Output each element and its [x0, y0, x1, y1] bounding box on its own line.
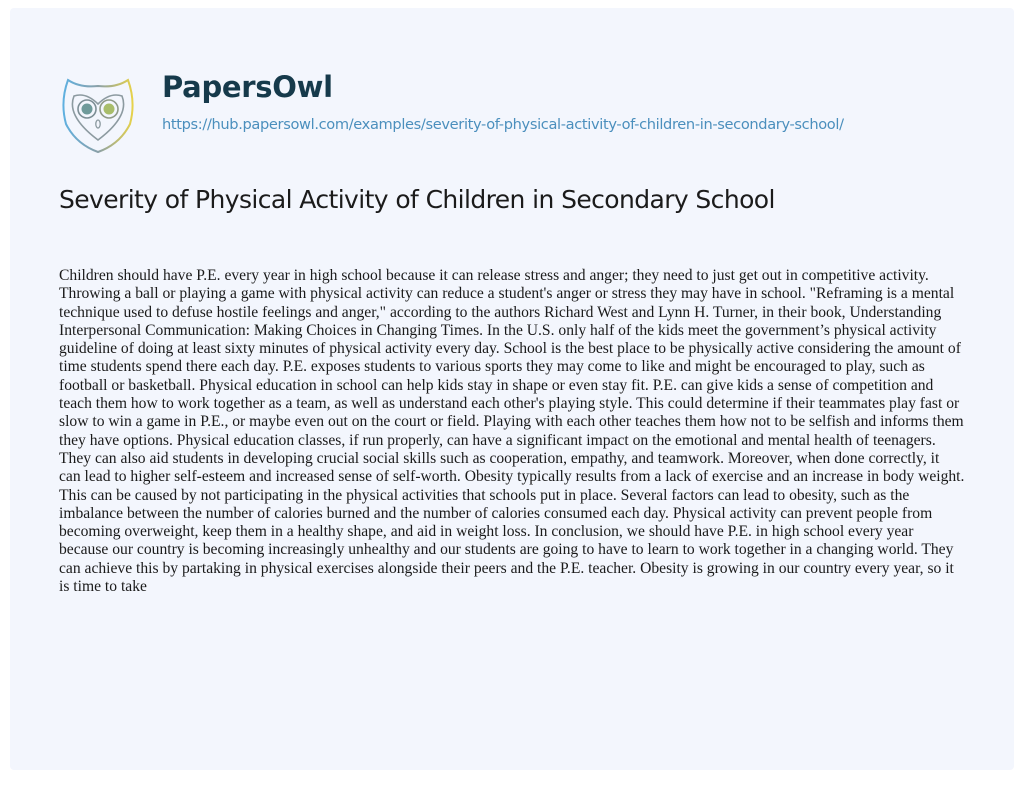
body-line: guideline of doing at least sixty minutes of physical activity every day. School is the best place to be physically active considering the amount of	[59, 340, 961, 358]
brand-name: PapersOwl	[162, 70, 333, 104]
body-line: This can be caused by not participating in the physical activities that schools put in place. Several factors can lead to obesity, such as the	[59, 486, 910, 504]
body-line: teach them how to work together as a team, as well as understand each other's playing style. This could determine if their teammates play fast or	[59, 395, 960, 413]
body-line: Children should have P.E. every year in high school because it can release stress and anger; they need to just get out in competitive activity.	[59, 267, 929, 284]
body-line: they have options. Physical education classes, if run properly, can have a significant impact on the emotional and mental health of teenagers.	[59, 431, 936, 449]
owl-logo-icon	[60, 74, 136, 154]
body-line: slow to win a game in P.E., or maybe even out on the court or field. Playing with each other teaches them how not to be selfish and informs them	[59, 413, 964, 431]
body-line: They can also aid students in developing crucial social skills such as cooperation, empathy, and teamwork. Moreover, when done correctly, it	[59, 449, 940, 467]
body-line: time students spend there each day. P.E. exposes students to various sports they may come to like and might be encouraged to play, such as	[59, 358, 925, 376]
body-line: Interpersonal Communication: Making Choices in Changing Times. In the U.S. only half of the kids meet the government’s physical activity	[59, 321, 937, 339]
source-url-link[interactable]: https://hub.papersowl.com/examples/severity-of-physical-activity-of-children-in-secondary-school/	[162, 116, 844, 133]
body-line: technique used to defuse hostile feelings and anger," according to the authors Richard West and Lynn H. Turner, in their book, Understanding	[59, 303, 942, 321]
body-line: imbalance between the number of calories burned and the number of calories consumed each day. Physical activity can prevent people from	[59, 504, 933, 522]
body-line: is time to take	[59, 578, 147, 596]
page-title: Severity of Physical Activity of Children in Secondary School	[59, 185, 775, 214]
document-card	[10, 8, 1014, 770]
body-line: because our country is becoming increasingly unhealthy and our students are going to have to learn to work together in a changing world. They	[59, 541, 954, 559]
body-line: football or basketball. Physical education in school can help kids stay in shape or even stay fit. P.E. can give kids a sense of competition and	[59, 376, 934, 394]
body-line: becoming overweight, keep them in a healthy shape, and aid in weight loss. In conclusion, we should have P.E. in high school every year	[59, 523, 914, 541]
body-line: can achieve this by partaking in physical exercises alongside their peers and the P.E. teacher. Obesity is growing in our country every year, so it	[59, 559, 954, 577]
body-line: can lead to higher self-esteem and increased sense of self-worth. Obesity typically results from a lack of exercise and an increase in body weight.	[59, 468, 965, 486]
body-line: Throwing a ball or playing a game with physical activity can reduce a student's anger or stress they may have in school. "Reframing is a mental	[59, 285, 955, 303]
article-body	[59, 267, 1019, 596]
